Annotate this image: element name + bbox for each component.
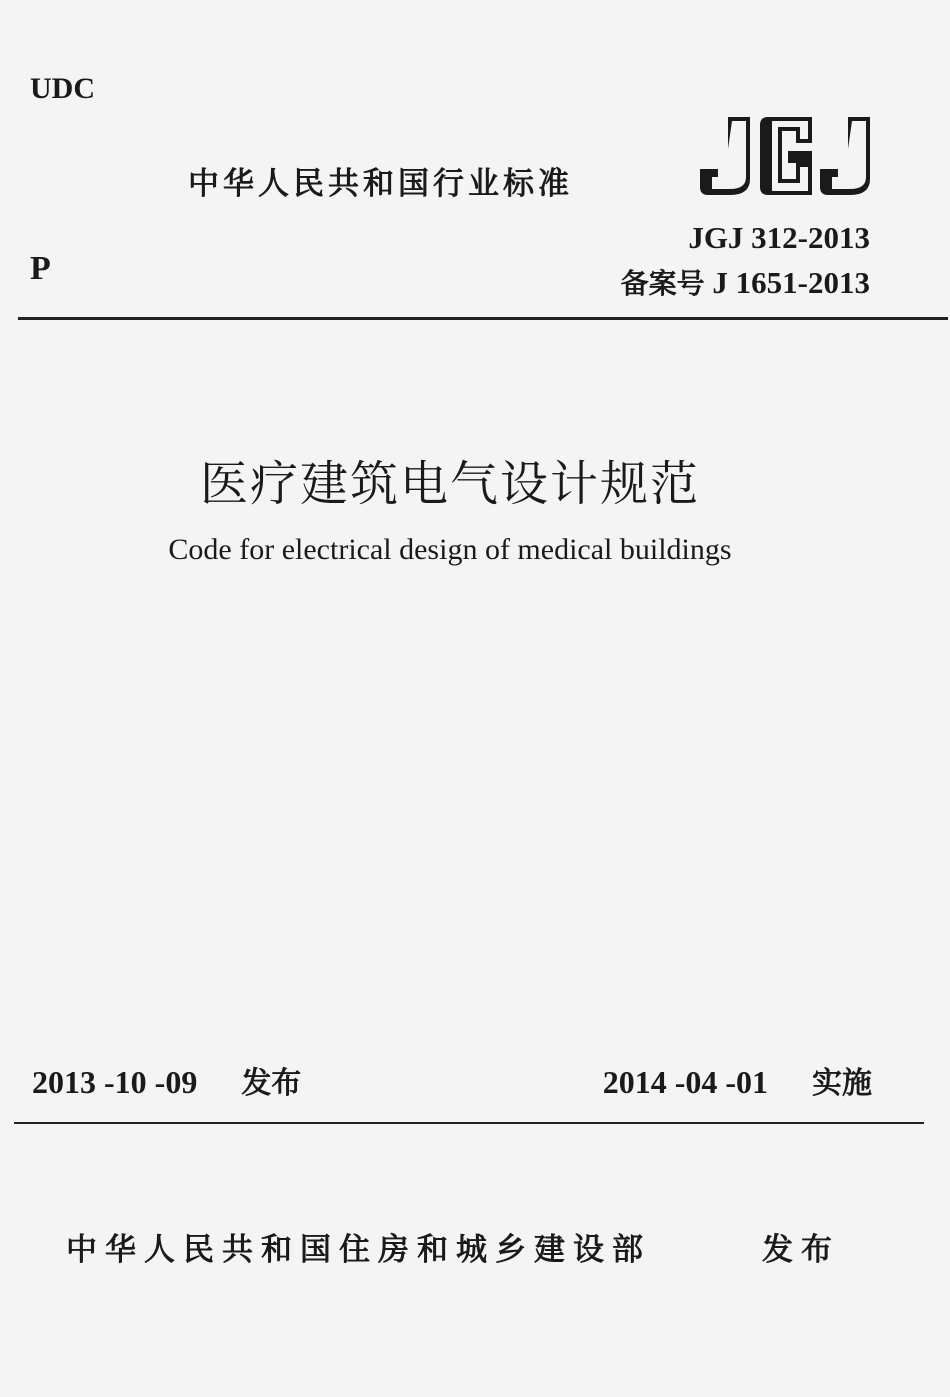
- issue-label: 发布: [241, 1066, 302, 1101]
- issue-date: 2013 -10 -09: [32, 1064, 198, 1100]
- header-divider: [18, 317, 948, 320]
- implementation-label: 实施: [812, 1066, 872, 1101]
- industry-standard-label: 中华人民共和国行业标准: [188, 166, 573, 202]
- issue-date-line: [32, 1058, 301, 1102]
- record-number-line: [621, 262, 870, 302]
- standard-number: JGJ 312-2013: [688, 220, 870, 255]
- record-number: J 1651-2013: [712, 265, 870, 300]
- publish-label: 发布: [762, 1232, 840, 1268]
- implementation-date: 2014 -04 -01: [602, 1064, 768, 1100]
- implementation-date-line: [603, 1058, 872, 1102]
- udc-label: UDC: [30, 72, 95, 105]
- record-label: 备案号: [620, 267, 705, 300]
- category-label: P: [30, 250, 51, 287]
- jgj-logo: [700, 113, 875, 198]
- document-title-english: Code for electrical design of medical buildings: [168, 533, 732, 566]
- document-title-chinese: 医疗建筑电气设计规范: [199, 456, 700, 512]
- footer-divider: [14, 1122, 924, 1124]
- publisher-name: 中华人民共和国住房和城乡建设部: [66, 1232, 651, 1268]
